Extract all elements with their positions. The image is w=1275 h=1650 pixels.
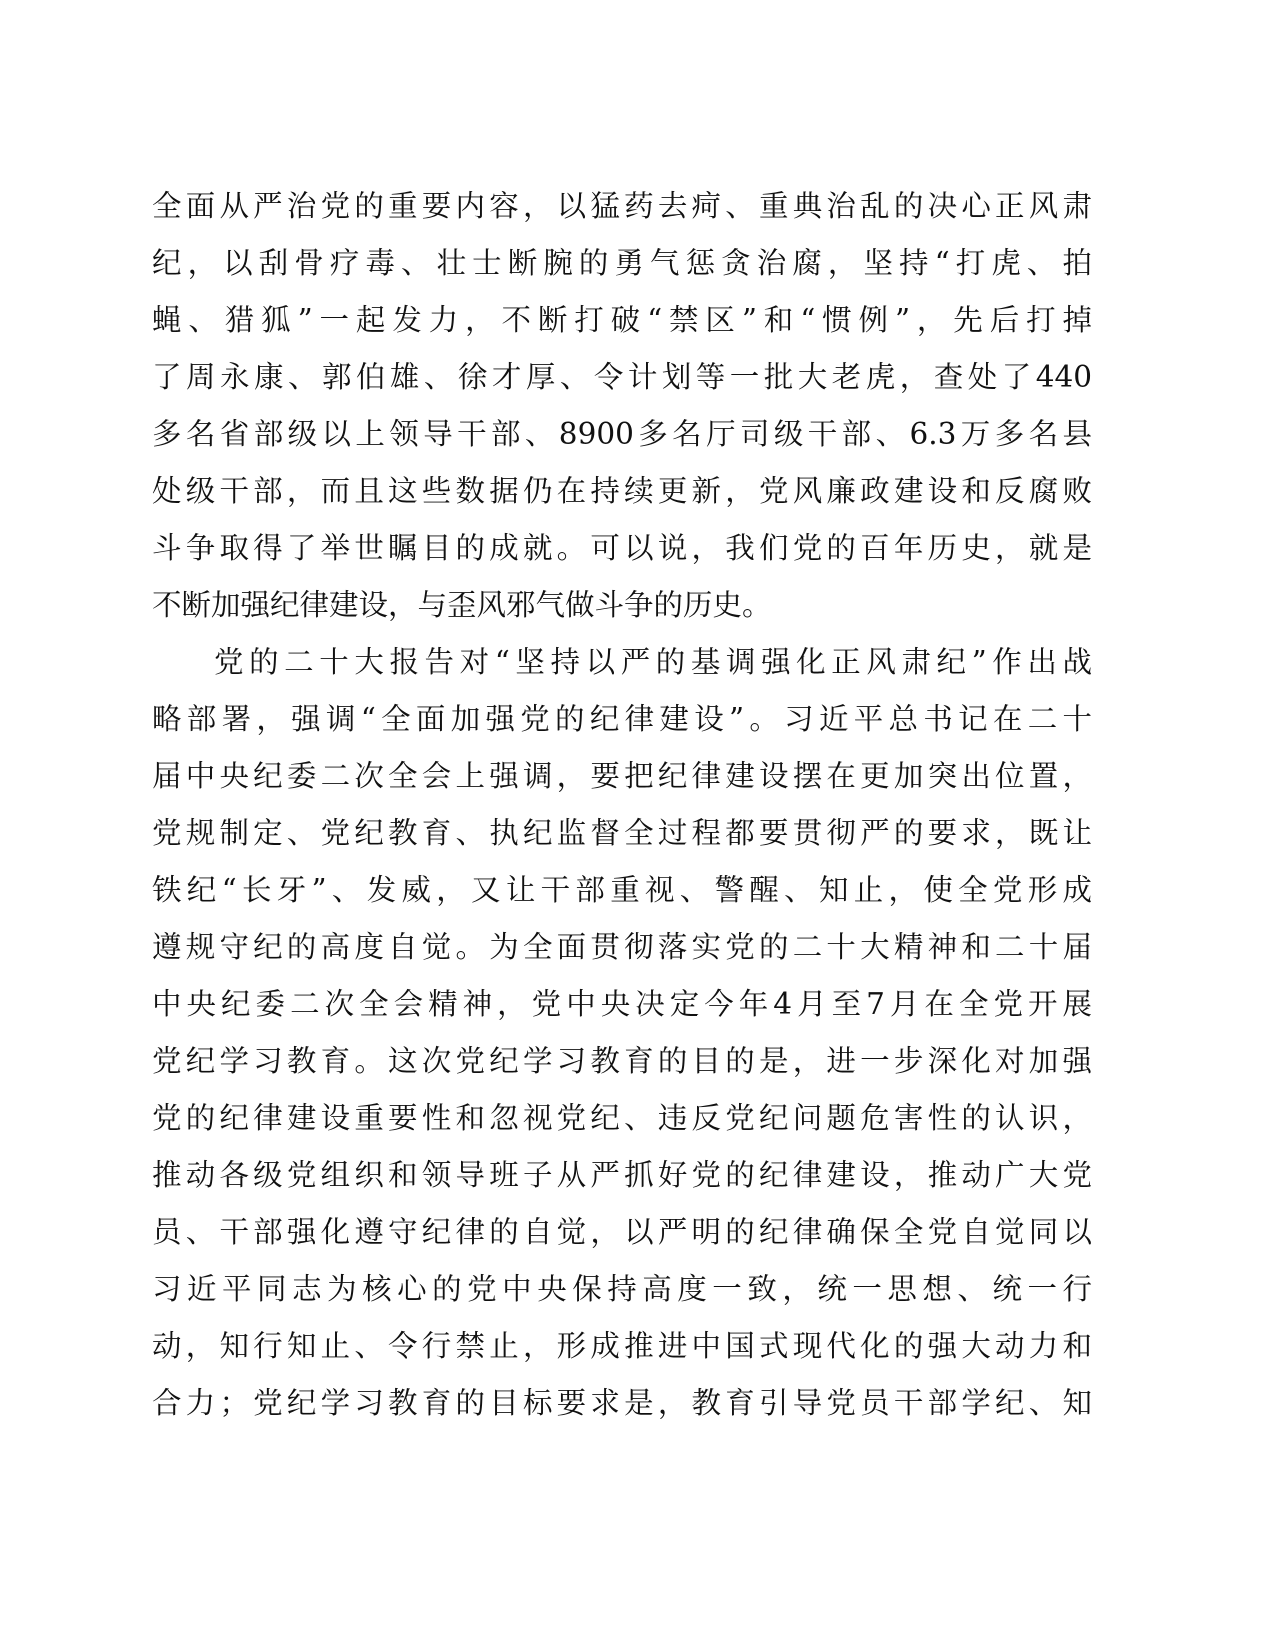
text-line: 不断加强纪律建设，与歪风邪气做斗争的历史。 — [152, 588, 772, 622]
text-line: 中央纪委二次全会精神，党中央决定今年4月至7月在全党开展 — [152, 987, 1092, 1021]
text-line: 略部署，强调“全面加强党的纪律建设”。习近平总书记在二十 — [152, 702, 1092, 736]
text-line: 习近平同志为核心的党中央保持高度一致，统一思想、统一行 — [152, 1272, 1092, 1306]
text-line: 全面从严治党的重要内容，以猛药去疴、重典治乱的决心正风肃 — [152, 189, 1092, 223]
text-line: 斗争取得了举世瞩目的成就。可以说，我们党的百年历史，就是 — [152, 531, 1092, 565]
text-line: 蝇、猎狐”一起发力，不断打破“禁区”和“惯例”，先后打掉 — [152, 303, 1092, 337]
text-line: 届中央纪委二次全会上强调，要把纪律建设摆在更加突出位置， — [152, 759, 1092, 793]
text-line: 铁纪“长牙”、发威，又让干部重视、警醒、知止，使全党形成 — [152, 873, 1092, 907]
text-line: 处级干部，而且这些数据仍在持续更新，党风廉政建设和反腐败 — [152, 474, 1092, 508]
text-line: 多名省部级以上领导干部、8900多名厅司级干部、6.3万多名县 — [152, 417, 1092, 451]
text-line: 党纪学习教育。这次党纪学习教育的目的是，进一步深化对加强 — [152, 1044, 1092, 1078]
text-line: 纪，以刮骨疗毒、壮士断腕的勇气惩贪治腐，坚持“打虎、拍 — [152, 246, 1092, 280]
text-line: 推动各级党组织和领导班子从严抓好党的纪律建设，推动广大党 — [152, 1158, 1092, 1192]
text-line: 党规制定、党纪教育、执纪监督全过程都要贯彻严的要求，既让 — [152, 816, 1092, 850]
text-line: 合力；党纪学习教育的目标要求是，教育引导党员干部学纪、知 — [152, 1386, 1092, 1420]
text-line: 了周永康、郭伯雄、徐才厚、令计划等一批大老虎，查处了440 — [152, 360, 1092, 394]
text-line: 党的二十大报告对“坚持以严的基调强化正风肃纪”作出战 — [214, 645, 1092, 679]
text-line: 动，知行知止、令行禁止，形成推进中国式现代化的强大动力和 — [152, 1329, 1092, 1363]
text-line: 遵规守纪的高度自觉。为全面贯彻落实党的二十大精神和二十届 — [152, 930, 1092, 964]
text-line: 员、干部强化遵守纪律的自觉，以严明的纪律确保全党自觉同以 — [152, 1215, 1092, 1249]
text-line: 党的纪律建设重要性和忽视党纪、违反党纪问题危害性的认识， — [152, 1101, 1092, 1135]
